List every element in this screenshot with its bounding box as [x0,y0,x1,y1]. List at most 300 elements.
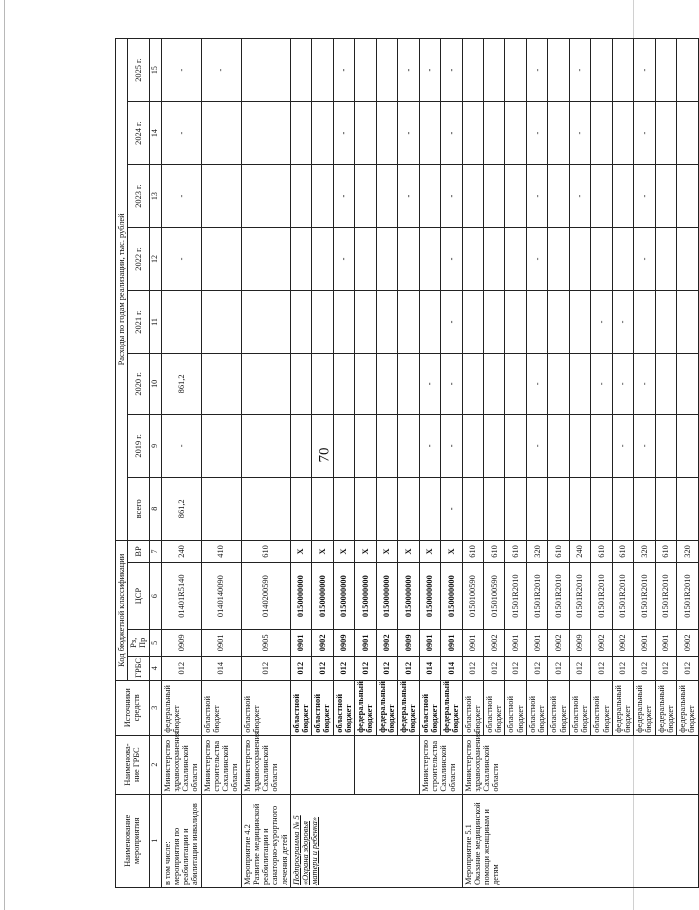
year-cell [376,39,397,102]
year-cell: - [161,228,201,291]
column-index: 2 [149,735,161,794]
year-cell [548,353,569,414]
rzpr-code-cell: 0909 [333,630,354,656]
source-cell: областной бюджет [505,680,526,735]
year-cell: - [161,414,201,477]
year-cell [201,165,241,228]
rzpr-code-cell: 0902 [591,630,612,656]
total-cell [634,477,655,540]
year-cell [290,39,311,102]
grbs-code-cell: 012 [612,656,633,680]
year-cell: - [591,353,612,414]
total-cell [355,477,376,540]
year-cell [483,353,504,414]
column-index: 3 [149,680,161,735]
activity-name-cell: в том числе: мероприятия по реабилитации и абилитации инвалидов [161,794,201,887]
grbs-name-cell: Министерство здравоохранения Сахалинской области [161,735,201,794]
vr-code-cell: X [355,540,376,562]
vr-code-cell: 240 [569,540,590,562]
rzpr-code-cell: 0901 [634,630,655,656]
year-cell: - [441,414,462,477]
vr-code-cell: 610 [591,540,612,562]
total-cell [201,477,241,540]
total-cell [241,477,290,540]
year-cell: - [526,102,547,165]
grbs-code-cell: 012 [376,656,397,680]
year-cell [655,165,676,228]
grbs-code-cell: 012 [505,656,526,680]
grbs-code-cell: 012 [355,656,376,680]
year-cell: - [441,228,462,291]
source-cell: областной бюджет [526,680,547,735]
year-cell: - [441,353,462,414]
year-cell [462,353,483,414]
grbs-code-cell: 012 [462,656,483,680]
year-cell [355,353,376,414]
year-cell [290,414,311,477]
year-cell: - [333,165,354,228]
activity-name-cell: Мероприятие 4.2 Развитие медицинской реабилитации и санаторно-курортного лечения детей [241,794,290,887]
source-cell: федеральный бюджет [441,680,462,735]
page-number: 70 [316,447,333,463]
header-name: Наименование мероприятия [116,794,150,887]
total-cell [591,477,612,540]
year-cell: - [441,165,462,228]
year-cell [569,414,590,477]
year-cell [548,228,569,291]
rzpr-code-cell: 0902 [548,630,569,656]
vr-code-cell: 610 [462,540,483,562]
year-cell [355,39,376,102]
rzpr-code-cell: 0905 [241,630,290,656]
year-cell: - [612,414,633,477]
rzpr-code-cell: 0901 [201,630,241,656]
source-cell: федеральный бюджет [161,680,201,735]
header-total: всего [128,477,149,540]
year-cell [483,102,504,165]
year-cell: - [634,353,655,414]
column-index: 5 [149,630,161,656]
year-cell [505,165,526,228]
csr-code-cell: 0150000000 [312,563,333,630]
grbs-name-cell [290,735,354,794]
year-cell: - [441,290,462,353]
year-cell [398,414,419,477]
total-cell [505,477,526,540]
total-cell [677,477,698,540]
total-cell [526,477,547,540]
total-cell: 861,2 [161,477,201,540]
column-index: 7 [149,540,161,562]
header-year: 2025 г. [128,39,149,102]
csr-code-cell: 01501R2010 [505,563,526,630]
year-cell [634,290,655,353]
year-cell [290,353,311,414]
vr-code-cell: 240 [161,540,201,562]
source-cell: федеральный бюджет [376,680,397,735]
year-cell [355,290,376,353]
rzpr-code-cell: 0902 [677,630,698,656]
csr-code-cell: 01501R2010 [677,563,698,630]
grbs-code-cell: 012 [483,656,504,680]
year-cell [241,165,290,228]
year-cell [548,39,569,102]
grbs-name-cell [355,735,419,794]
source-cell: областной бюджет [419,680,440,735]
rzpr-code-cell: 0909 [161,630,201,656]
grbs-code-cell: 014 [441,656,462,680]
column-index: 6 [149,563,161,630]
total-cell [312,477,333,540]
source-cell: областной бюджет [290,680,311,735]
grbs-code-cell: 012 [526,656,547,680]
grbs-code-cell: 012 [161,656,201,680]
year-cell: - [526,165,547,228]
grbs-code-cell: 012 [548,656,569,680]
year-cell: - [161,165,201,228]
year-cell [290,165,311,228]
table-header [116,39,162,888]
year-cell [677,353,698,414]
grbs-code-cell: 012 [634,656,655,680]
table-row [419,39,440,888]
column-index: 1 [149,794,161,887]
csr-code-cell: 0150000000 [441,563,462,630]
header-year: 2019 г. [128,414,149,477]
year-cell [201,102,241,165]
vr-code-cell: 610 [548,540,569,562]
csr-code-cell: 01401R5140 [161,563,201,630]
source-cell: федеральный бюджет [612,680,633,735]
year-cell: 861,2 [161,353,201,414]
year-cell [505,290,526,353]
source-cell: федеральный бюджет [355,680,376,735]
year-cell: - [441,102,462,165]
year-cell [569,290,590,353]
year-cell [591,165,612,228]
rzpr-code-cell: 0901 [419,630,440,656]
year-cell [201,290,241,353]
csr-code-cell: 01501R2010 [591,563,612,630]
year-cell [677,39,698,102]
vr-code-cell: X [333,540,354,562]
grbs-name-cell: Министерство здравоохранения Сахалинской области [462,735,698,794]
rzpr-code-cell: 0902 [483,630,504,656]
year-cell [505,102,526,165]
budget-table-sheet [115,38,697,888]
year-cell [591,39,612,102]
year-cell [355,414,376,477]
year-cell [677,414,698,477]
rzpr-code-cell: 0901 [355,630,376,656]
grbs-code-cell: 012 [591,656,612,680]
vr-code-cell: 610 [483,540,504,562]
year-cell [591,228,612,291]
vr-code-cell: X [441,540,462,562]
year-cell [241,228,290,291]
year-cell [483,290,504,353]
csr-code-cell: 0150000000 [376,563,397,630]
year-cell [462,228,483,291]
csr-code-cell: 0150100590 [462,563,483,630]
year-cell [241,414,290,477]
year-cell [655,353,676,414]
year-cell: - [333,102,354,165]
source-cell: областной бюджет [333,680,354,735]
table-row [161,39,201,888]
year-cell [569,353,590,414]
source-cell: областной бюджет [591,680,612,735]
table-row [462,39,483,888]
header-source: Источники средств [116,680,150,735]
year-cell [376,228,397,291]
year-cell [548,165,569,228]
header-grbs: ГРБС [128,656,149,680]
year-cell [312,290,333,353]
year-cell [505,353,526,414]
source-cell: областной бюджет [241,680,290,735]
header-year: 2022 г. [128,228,149,291]
year-cell [290,228,311,291]
rzpr-code-cell: 0902 [612,630,633,656]
grbs-code-cell: 012 [333,656,354,680]
rzpr-code-cell: 0901 [655,630,676,656]
grbs-name-cell: Министерство строительства Сахалинской области [419,735,462,794]
year-cell: - [526,414,547,477]
rzpr-code-cell: 0901 [462,630,483,656]
year-cell: - [398,102,419,165]
year-cell [355,228,376,291]
year-cell: - [634,39,655,102]
vr-code-cell: X [290,540,311,562]
year-cell: - [526,228,547,291]
csr-code-cell: 01501R2010 [526,563,547,630]
year-cell [312,414,333,477]
column-index: 11 [149,290,161,353]
vr-code-cell: X [398,540,419,562]
vr-code-cell: 320 [634,540,655,562]
csr-code-cell: 0150000000 [355,563,376,630]
year-cell: - [634,414,655,477]
rzpr-code-cell: 0901 [526,630,547,656]
year-cell [376,414,397,477]
column-index: 13 [149,165,161,228]
grbs-code-cell: 012 [677,656,698,680]
year-cell [462,290,483,353]
table-body [161,39,698,888]
vr-code-cell: X [419,540,440,562]
csr-code-cell: 0150000000 [398,563,419,630]
source-cell: федеральный бюджет [655,680,676,735]
year-cell [355,102,376,165]
total-cell [376,477,397,540]
year-cell [312,102,333,165]
year-cell [312,165,333,228]
year-cell [655,39,676,102]
year-cell [312,39,333,102]
year-cell: - [634,102,655,165]
year-cell: - [569,102,590,165]
column-index: 8 [149,477,161,540]
grbs-code-cell: 012 [290,656,311,680]
year-cell [241,39,290,102]
grbs-name-cell: Министерство строительства Сахалинской области [201,735,241,794]
total-cell [333,477,354,540]
grbs-name-cell: Министерство здравоохранения Сахалинской области [241,735,290,794]
vr-code-cell: X [312,540,333,562]
year-cell [201,228,241,291]
year-cell [376,290,397,353]
year-cell: - [419,39,440,102]
csr-code-cell: 0140200590 [241,563,290,630]
rzpr-code-cell: 0901 [505,630,526,656]
scan-edge-left [4,0,5,910]
header-expenses-group: Расходы по годам реализации, тыс. рублей [116,39,128,541]
year-cell: - [161,102,201,165]
csr-code-cell: 0150000000 [419,563,440,630]
year-cell [462,165,483,228]
source-cell: федеральный бюджет [634,680,655,735]
grbs-code-cell: 012 [398,656,419,680]
source-cell: областной бюджет [462,680,483,735]
year-cell [612,39,633,102]
year-cell [462,102,483,165]
year-cell [398,228,419,291]
year-cell [655,290,676,353]
year-cell [677,228,698,291]
year-cell: - [419,414,440,477]
year-cell [333,353,354,414]
total-cell: - [441,477,462,540]
column-index: 10 [149,353,161,414]
year-cell [376,165,397,228]
year-cell [290,290,311,353]
year-cell [398,353,419,414]
year-cell: - [201,39,241,102]
year-cell [655,228,676,291]
grbs-code-cell: 012 [241,656,290,680]
year-cell [483,228,504,291]
header-rzpr: Рз, Пр [128,630,149,656]
year-cell [312,228,333,291]
source-cell: областной бюджет [201,680,241,735]
year-cell [398,290,419,353]
year-cell: - [612,353,633,414]
year-cell [333,414,354,477]
total-cell [398,477,419,540]
header-grbs-name: Наименова-ние ГРБС [116,735,150,794]
year-cell [569,228,590,291]
year-cell [462,39,483,102]
year-cell [241,102,290,165]
grbs-code-cell: 012 [655,656,676,680]
year-cell [376,102,397,165]
year-cell: - [569,39,590,102]
total-cell [290,477,311,540]
total-cell [569,477,590,540]
header-year: 2023 г. [128,165,149,228]
grbs-code-cell: 012 [569,656,590,680]
source-cell: областной бюджет [312,680,333,735]
vr-code-cell: X [376,540,397,562]
year-cell [483,39,504,102]
column-index: 4 [149,656,161,680]
year-cell [591,102,612,165]
rzpr-code-cell: 0909 [569,630,590,656]
source-cell: областной бюджет [483,680,504,735]
year-cell [483,414,504,477]
year-cell [290,102,311,165]
total-cell [548,477,569,540]
year-cell [201,414,241,477]
activity-name-cell: Мероприятие 5.1 Оказание медицинской помощи женщинам и детям [462,794,698,887]
year-cell [483,165,504,228]
table-row [290,39,311,888]
rzpr-code-cell: 0901 [290,630,311,656]
header-csr: ЦСР [128,563,149,630]
year-cell: - [526,353,547,414]
vr-code-cell: 410 [201,540,241,562]
year-cell [419,165,440,228]
rzpr-code-cell: 0902 [312,630,333,656]
csr-code-cell: 01501R2010 [634,563,655,630]
activity-name-cell: Подпрограмма № 5 «Охрана здоровья матери и ребенка» [290,794,462,887]
year-cell [462,414,483,477]
csr-code-cell: 01501R2010 [569,563,590,630]
vr-code-cell: 610 [241,540,290,562]
vr-code-cell: 610 [655,540,676,562]
year-cell [333,290,354,353]
year-cell [612,228,633,291]
header-vr: ВР [128,540,149,562]
year-cell [376,353,397,414]
csr-code-cell: 01501R2010 [548,563,569,630]
year-cell [677,290,698,353]
year-cell: - [333,228,354,291]
year-cell [312,353,333,414]
year-cell: - [161,39,201,102]
csr-code-cell: 0140140090 [201,563,241,630]
total-cell [612,477,633,540]
year-cell [591,414,612,477]
year-cell [655,102,676,165]
csr-code-cell: 01501R2010 [612,563,633,630]
table-row [201,39,241,888]
year-cell [655,414,676,477]
year-cell: - [591,290,612,353]
table-row [355,39,376,888]
year-cell [677,102,698,165]
year-cell [419,290,440,353]
year-cell [419,228,440,291]
year-cell [505,228,526,291]
csr-code-cell: 01501R2010 [655,563,676,630]
total-cell [419,477,440,540]
vr-code-cell: 320 [677,540,698,562]
source-cell: областной бюджет [548,680,569,735]
column-index: 15 [149,39,161,102]
total-cell [655,477,676,540]
year-cell: - [569,165,590,228]
year-cell [548,414,569,477]
grbs-code-cell: 012 [312,656,333,680]
column-index: 9 [149,414,161,477]
header-year: 2024 г. [128,102,149,165]
total-cell [462,477,483,540]
year-cell: - [441,39,462,102]
csr-code-cell: 0150000000 [333,563,354,630]
year-cell [612,165,633,228]
